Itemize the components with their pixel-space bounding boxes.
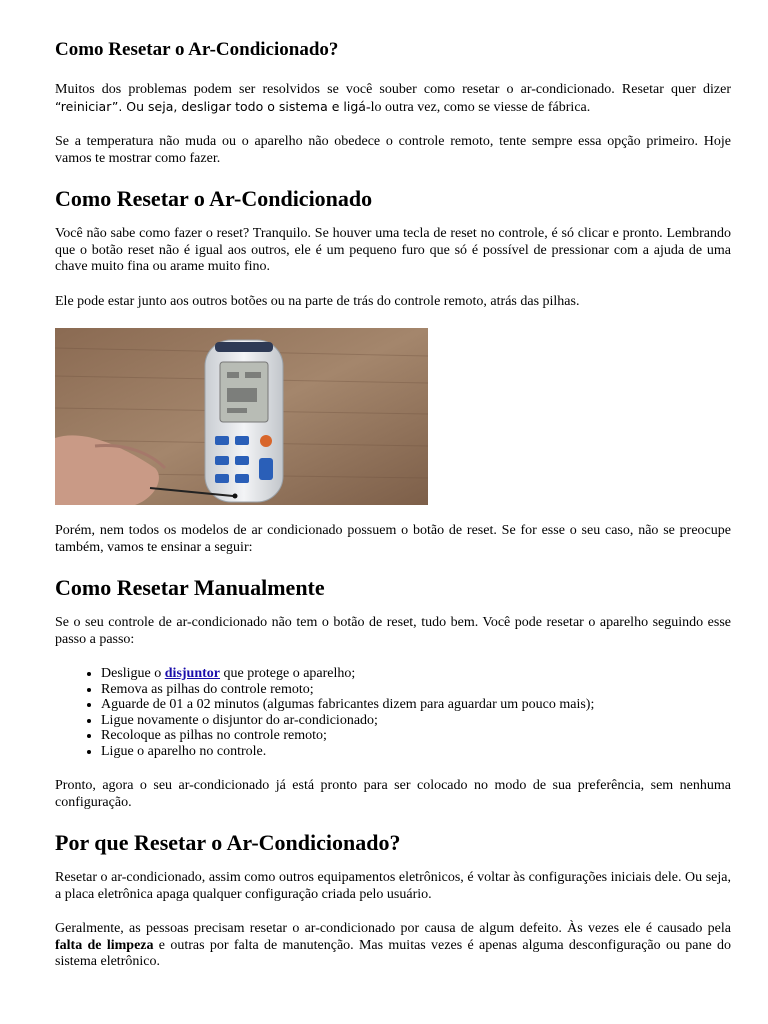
paragraph-why-reset: Resetar o ar-condicionado, assim como outros equipamentos eletrônicos, é voltar às configurações iniciais dele. Ou seja, a placa eletrônica apaga qualquer configuração criada pelo usuário. — [55, 870, 731, 902]
list-item: • Recoloque as pilhas no controle remoto; — [101, 728, 731, 744]
paragraph-reset-button: Você não sabe como fazer o reset? Tranquilo. Se houver uma tecla de reset no controle, é só clicar e pronto. Lembrando que o botão reset não é igual aos outros, ele é um pequeno furo que só é possível de pressionar com a ajuda de uma chave muito fina ou arame muito fino. — [55, 226, 731, 274]
disjuntor-link[interactable]: disjuntor — [164, 666, 220, 681]
heading-como-resetar-question: Como Resetar o Ar-Condicionado? — [55, 39, 339, 60]
list-item-text: que protege o aparelho; — [220, 666, 356, 681]
paragraph-defect-part3: e outras por falta de manutenção. Mas muitas vezes é apenas alguma desconfiguração ou pane do sistema eletrônico. — [55, 937, 731, 969]
falta-de-limpeza-bold: falta de limpeza — [55, 937, 154, 953]
list-item: • Remova as pilhas do controle remoto; — [101, 682, 731, 698]
heading-resetar-manualmente: Como Resetar Manualmente — [55, 575, 325, 600]
list-item: • Aguarde de 01 a 02 minutos (algumas fabricantes dizem para aguardar um pouco mais); — [101, 697, 731, 713]
paragraph-intro-part3: -lo outra vez, como se viesse de fábrica. — [365, 99, 591, 115]
paragraph-defect-part1: Geralmente, as pessoas precisam resetar o ar-condicionado por causa de algum defeito. Às vezes ele é causado pela — [55, 921, 731, 936]
paragraph-intro — [55, 82, 731, 116]
paragraph-ready: Pronto, agora o seu ar-condicionado já está pronto para ser colocado no modo de sua preferência, sem nenhuma configuração. — [55, 778, 731, 810]
list-item — [101, 666, 731, 682]
paragraph-intro-part1: Muitos dos problemas podem ser resolvidos se você souber como resetar o ar-condicionado. Resetar quer dizer — [55, 82, 731, 97]
list-item: • Ligue o aparelho no controle. — [101, 744, 731, 760]
paragraph-intro-part2: “reiniciar”. Ou seja, desligar todo o sistema e ligá — [55, 98, 366, 114]
heading-por-que-resetar: Por que Resetar o Ar-Condicionado? — [55, 830, 401, 855]
steps-list — [55, 666, 731, 759]
remote-control-photo — [55, 328, 428, 505]
paragraph-defect — [55, 921, 731, 971]
heading-como-resetar: Como Resetar o Ar-Condicionado — [55, 186, 373, 211]
paragraph-manual-steps-intro: Se o seu controle de ar-condicionado não tem o botão de reset, tudo bem. Você pode resetar o aparelho seguindo esse passo a passo: — [55, 615, 731, 647]
list-item-text: Desligue o — [101, 666, 165, 681]
paragraph-location: Ele pode estar junto aos outros botões ou na parte de trás do controle remoto, atrás das pilhas. — [55, 293, 580, 309]
paragraph-temperature: Se a temperatura não muda ou o aparelho não obedece o controle remoto, tente sempre essa opção primeiro. Hoje vamos te mostrar como fazer. — [55, 134, 731, 166]
paragraph-not-all-models: Porém, nem todos os modelos de ar condicionado possuem o botão de reset. Se for esse o seu caso, não se preocupe também, vamos te ensinar a seguir: — [55, 523, 731, 555]
list-item: • Ligue novamente o disjuntor do ar-condicionado; — [101, 713, 731, 729]
